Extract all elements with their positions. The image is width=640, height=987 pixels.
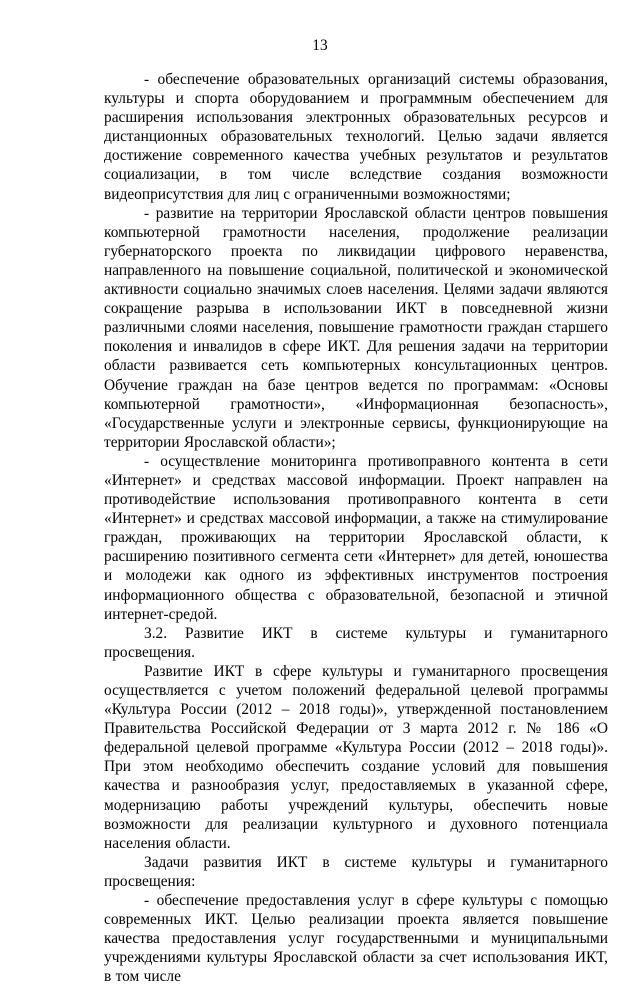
paragraph-5: Развитие ИКТ в сфере культуры и гуманитарного просвещения осуществляется с учетом положений федеральной целевой программы «Культура России (2012 – 2018 годы)», утвержденной постановлением Правительства Российской Федерации от 3 марта 2012 г. № 186 «О федеральной целевой программе «Культура России (2012 – 2018 годы)». При этом необходимо обеспечить создание условий для повышения качества и разнообразия услуг, предоставляемых в указанной сфере, модернизацию работы учреждений культуры, обеспечить новые возможности для реализации культурного и духовного потенциала населения области. bbox=[104, 662, 608, 852]
paragraph-6: Задачи развития ИКТ в системе культуры и гуманитарного просвещения: bbox=[104, 853, 608, 890]
body-text bbox=[104, 70, 608, 987]
paragraph-2: - развитие на территории Ярославской области центров повышения компьютерной грамотности населения, продолжение реализации губернаторского проекта по ликвидации цифрового неравенства, направленного на повышение социальной, политической и экономической активности социально значимых слоев населения. Целями задачи являются сокращение разрыва в использовании ИКТ в повседневной жизни различными слоями населения, повышение грамотности граждан старшего поколения и инвалидов в сфере ИКТ. Для решения задачи на территории области развивается сеть компьютерных консультационных центров. Обучение граждан на базе центров ведется по программам: «Основы компьютерной грамотности», «Информационная безопасность», «Государственные услуги и электронные сервисы, функционирующие на территории Ярославской области»; bbox=[104, 204, 608, 451]
paragraph-3: - осуществление мониторинга противоправного контента в сети «Интернет» и средствах массовой информации. Проект направлен на противодействие использования противоправного контента в сети «Интернет» и средствах массовой информации, а также на стимулирование граждан, проживающих на территории Ярославской области, к расширению позитивного сегмента сети «Интернет» для детей, юношества и молодежи как одного из эффективных инструментов построения информационного общества с образовательной, безопасной и этичной интернет-средой. bbox=[104, 452, 608, 623]
page-number: 13 bbox=[312, 37, 328, 54]
section-heading-3-2: 3.2. Развитие ИКТ в системе культуры и гуманитарного просвещения. bbox=[104, 624, 608, 661]
paragraph-1: - обеспечение образовательных организаций системы образования, культуры и спорта оборудованием и программным обеспечением для расширения использования электронных образовательных ресурсов и дистанционных образовательных технологий. Целью задачи является достижение современного качества учебных результатов и результатов социализации, в том числе вследствие создания возможности видеоприсутствия для лиц с ограниченными возможностями; bbox=[104, 71, 608, 203]
paragraph-7: - обеспечение предоставления услуг в сфере культуры с помощью современных ИКТ. Целью реализации проекта является повышение качества предоставления услуг государственными и муниципальными учреждениями культуры Ярославской области за счет использования ИКТ, в том числе bbox=[104, 892, 608, 986]
